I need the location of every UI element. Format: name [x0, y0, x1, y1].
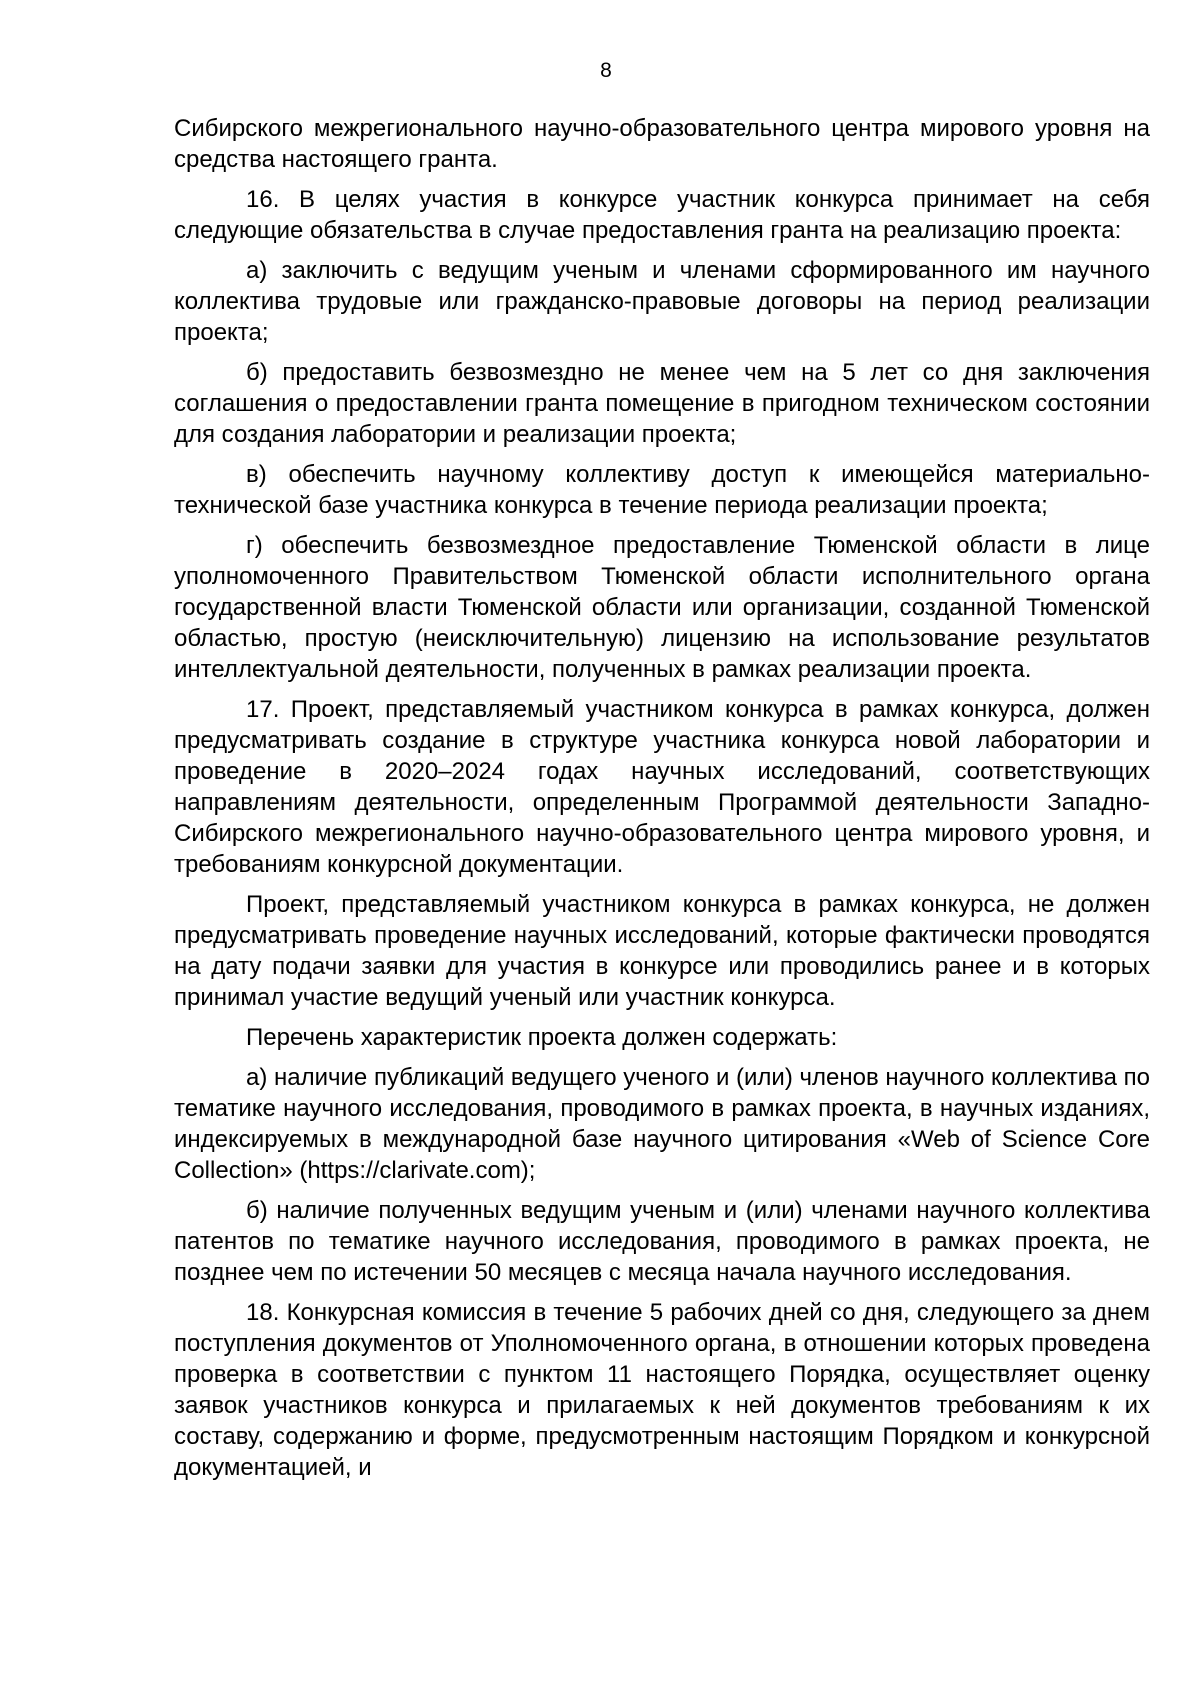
document-body [174, 113, 1150, 1492]
paragraph-subitem-b: б) предоставить безвозмездно не менее чем на 5 лет со дня заключения соглашения о предоставлении гранта помещение в пригодном техническом состоянии для создания лаборатории и реализации проекта; [174, 359, 1150, 448]
paragraph-item-18: 18. Конкурсная комиссия в течение 5 рабочих дней со дня, следующего за днем поступления документов от Уполномоченного органа, в отношении которых проведена проверка в соответствии с пунктом 11 настоящего Порядка, осуществляет оценку заявок участников конкурса и прилагаемых к ней документов требованиям к их составу, содержанию и форме, предусмотренным настоящим Порядком и конкурсной документацией, и [174, 1299, 1150, 1481]
paragraph-characteristic-b: б) наличие полученных ведущим ученым и (или) членами научного коллектива патентов по тематике научного исследования, проводимого в рамках проекта, не позднее чем по истечении 50 месяцев с месяца начала научного исследования. [174, 1197, 1150, 1286]
paragraph-project-restriction: Проект, представляемый участником конкурса в рамках конкурса, не должен предусматривать проведение научных исследований, которые фактически проводятся на дату подачи заявки для участия в конкурсе или проводились ранее и в которых принимал участие ведущий ученый или участник конкурса. [174, 891, 1150, 1011]
paragraph-subitem-g: г) обеспечить безвозмездное предоставление Тюменской области в лице уполномоченного Правительством Тюменской области исполнительного органа государственной власти Тюменской области или организации, созданной Тюменской областью, простую (неисключительную) лицензию на использование результатов интеллектуальной деятельности, полученных в рамках реализации проекта. [174, 532, 1150, 683]
paragraph-subitem-a: а) заключить с ведущим ученым и членами сформированного им научного коллектива трудовые или гражданско-правовые договоры на период реализации проекта; [174, 257, 1150, 346]
paragraph-continuation: Сибирского межрегионального научно-образовательного центра мирового уровня на средства настоящего гранта. [174, 115, 1150, 173]
paragraph-item-16: 16. В целях участия в конкурсе участник конкурса принимает на себя следующие обязательства в случае предоставления гранта на реализацию проекта: [174, 186, 1150, 244]
paragraph-item-17: 17. Проект, представляемый участником конкурса в рамках конкурса, должен предусматривать создание в структуре участника конкурса новой лаборатории и проведение в 2020–2024 годах научных исследований, соответствующих направлениям деятельности, определенным Программой деятельности Западно-Сибирского межрегионального научно-образовательного центра мирового уровня, и требованиям конкурсной документации. [174, 696, 1150, 878]
paragraph-subitem-v: в) обеспечить научному коллективу доступ к имеющейся материально-технической базе участника конкурса в течение периода реализации проекта; [174, 461, 1150, 519]
paragraph-characteristics-intro: Перечень характеристик проекта должен содержать: [246, 1024, 838, 1051]
paragraph-characteristic-a: а) наличие публикаций ведущего ученого и (или) членов научного коллектива по тематике научного исследования, проводимого в рамках проекта, в научных изданиях, индексируемых в международной базе научного цитирования «Web of Science Core Collection» (https://clarivate.com); [174, 1064, 1151, 1184]
page-number: 8 [600, 59, 612, 82]
